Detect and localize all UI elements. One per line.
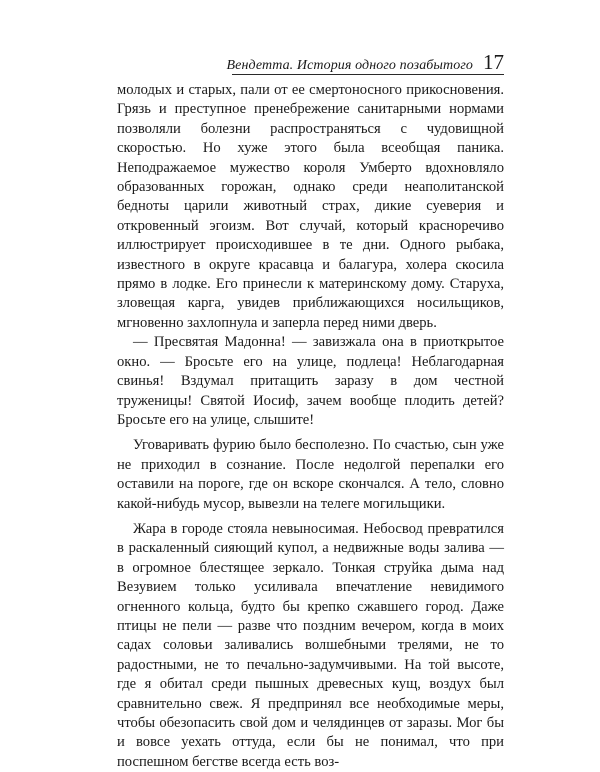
- paragraph: молодых и старых, пали от ее смертоносного прикосновения. Грязь и преступное пренебрежение санитарными нормами позволяли болезни распространяться с чудовищной скоростью. Но хуже этого была всеобщая паника. Неподражаемое мужество короля Умберто вдохновляло образованных горожан, однако среди неаполитанской бедноты царили животный страх, дикие суеверия и откровенный эгоизм. Вот случай, который красноречиво иллюстрирует происходившее в те дни. Одного рыбака, известного в округе красавца и балагура, холера скосила прямо в лодке. Его принесли к материнскому дому. Старуха, зловещая карга, увидев приближающихся носильщиков, мгновенно захлопнула и заперла перед ними дверь.: [117, 82, 504, 331]
- paragraph: — Пресвятая Мадонна! — завизжала она в приоткрытое окно. — Бросьте его на улице, подлеца! Неблагодарная свинья! Вздумал притащить заразу в дом честной труженицы! Святой Иосиф, зачем вообще плодить детей? Бросьте его на улице, слышите!: [117, 334, 504, 428]
- page-number: 17: [483, 50, 504, 74]
- running-header-title: Вендетта. История одного позабытого: [226, 58, 473, 73]
- paragraph: Жара в городе стояла невыносимая. Небосвод превратился в раскаленный сияющий купол, а недвижные воды залива — в огромное блестящее зеркало. Тонкая струйка дыма над Везувием только усиливала впечатление невидимого огненного кольца, будто бы крепко сжавшего город. Даже птицы не пели — разве что поздним вечером, когда в моих садах соловьи заливались волшебными трелями, не то радостными, не то печально-задумчивыми. На той высоте, где я обитал среди пышных древесных кущ, воздух был сравнительно свеж. Я предпринял все необходимые меры, чтобы обезопасить свой дом и челядинцев от заразы. Мог бы и вовсе уехать оттуда, если бы не понимал, что при поспешном бегстве всегда есть воз-: [117, 520, 504, 770]
- running-header: [226, 50, 504, 75]
- body-text: [117, 81, 504, 772]
- paragraph: Уговаривать фурию было бесполезно. По счастью, сын уже не приходил в сознание. После недолгой перепалки его оставили на пороге, где он вскоре скончался. А тело, словно какой-нибудь мусор, вывезли на телеге могильщики.: [117, 437, 504, 512]
- header-rule: [232, 74, 504, 75]
